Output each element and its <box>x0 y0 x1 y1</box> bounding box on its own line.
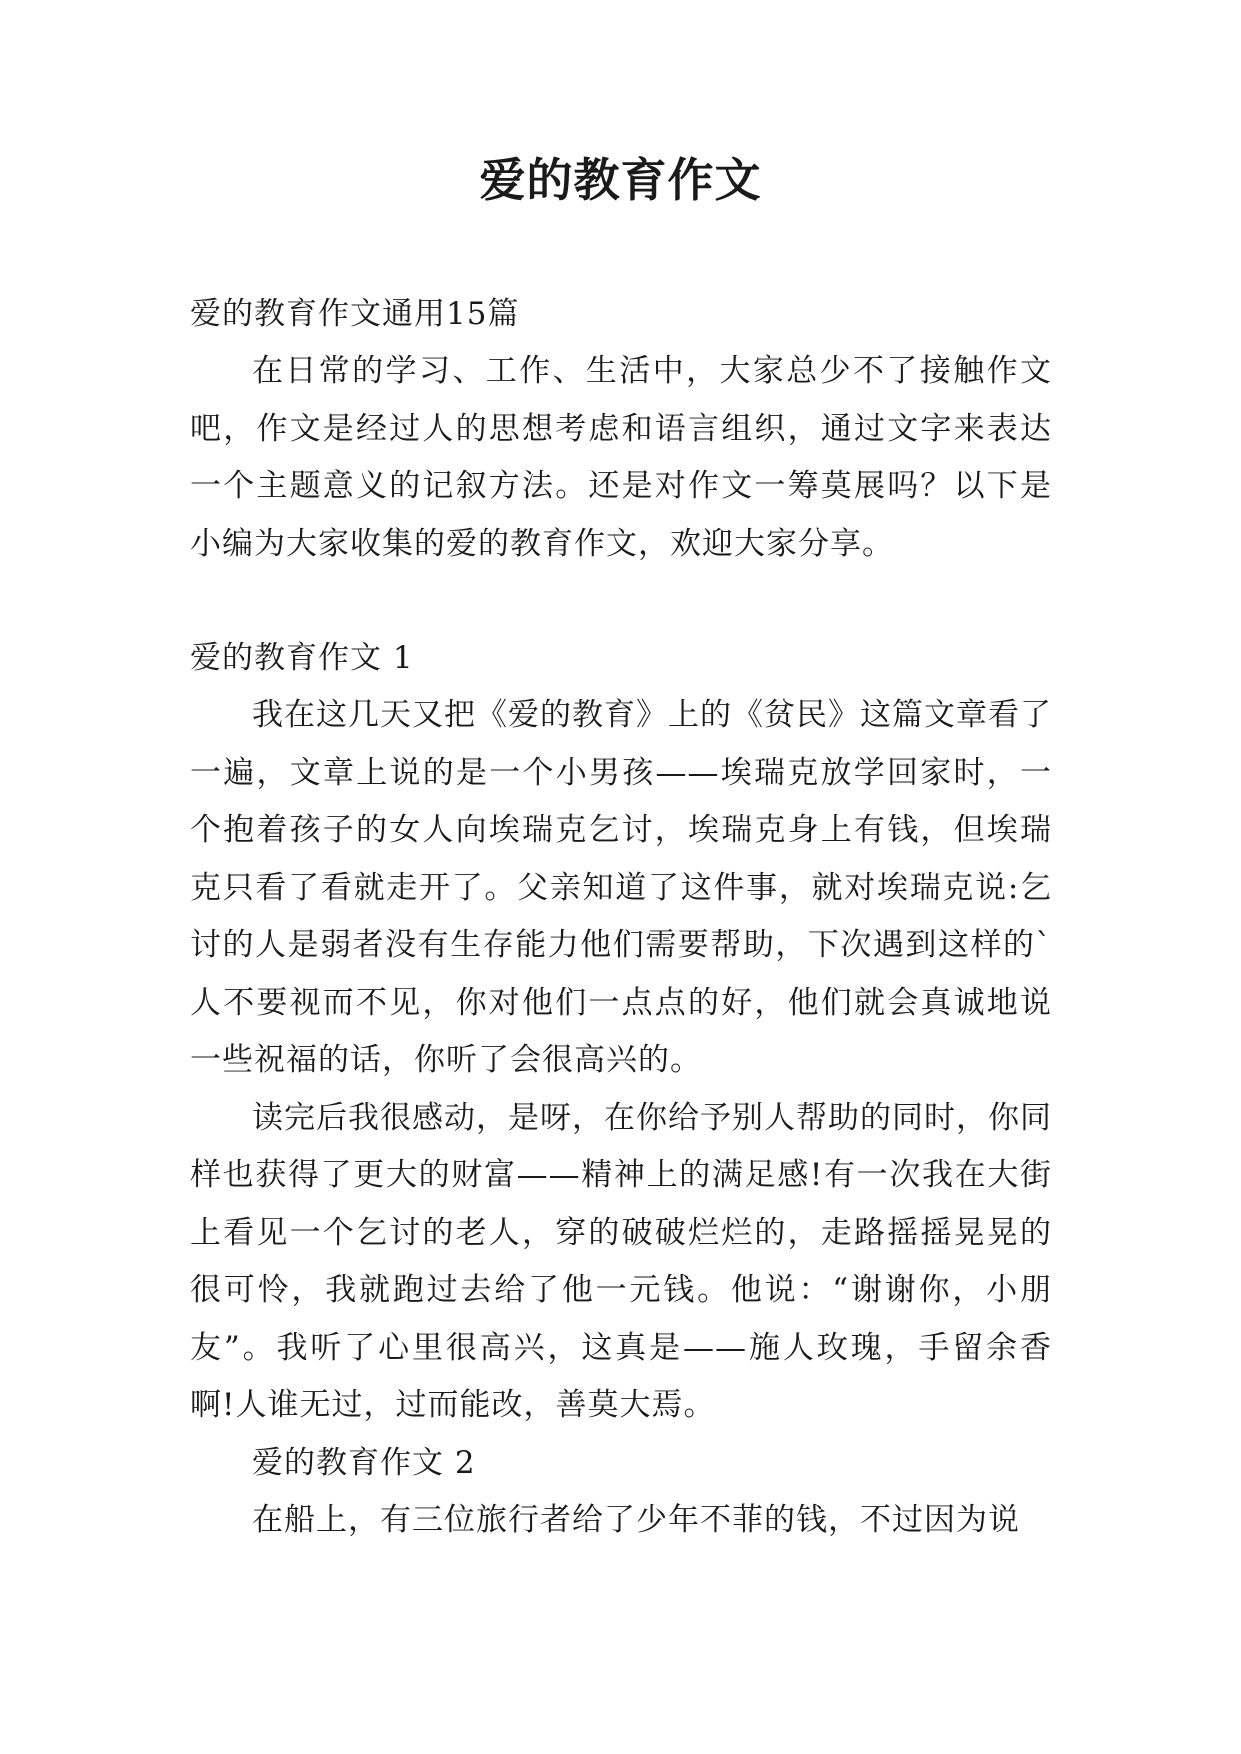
document-body <box>190 286 1052 1549</box>
document-subtitle: 爱的教育作文通用15篇 <box>190 296 520 332</box>
section-1-paragraph-2: 读完后我很感动，是呀，在你给予别人帮助的同时，你同样也获得了更大的财富——精神上的满足感!有一次我在大街上看见一个乞讨的老人，穿的破破烂烂的，走路摇摇晃晃的很可怜，我就跑过去给了他一元钱。他说：“谢谢你，小朋友”。我听了心里很高兴，这真是——施人玫瑰，手留余香啊!人谁无过，过而能改，善莫大焉。 <box>190 1099 1052 1423</box>
section-1-paragraph-1: 我在这几天又把《爱的教育》上的《贫民》这篇文章看了一遍，文章上说的是一个小男孩——埃瑞克放学回家时，一个抱着孩子的女人向埃瑞克乞讨，埃瑞克身上有钱，但埃瑞克只看了看就走开了。父亲知道了这件事，就对埃瑞克说:乞讨的人是弱者没有生存能力他们需要帮助，下次遇到这样的`人不要视而不见，你对他们一点点的好，他们就会真诚地说一些祝福的话，你听了会很高兴的。 <box>190 697 1052 1078</box>
section-2-paragraph-1: 在船上，有三位旅行者给了少年不菲的钱，不过因为说 <box>252 1501 1020 1538</box>
intro-paragraph: 在日常的学习、工作、生活中，大家总少不了接触作文吧，作文是经过人的思想考虑和语言组织，通过文字来表达一个主题意义的记叙方法。还是对作文一筹莫展吗？以下是小编为大家收集的爱的教育作文，欢迎大家分享。 <box>190 353 1052 562</box>
section-heading-2: 爱的教育作文 2 <box>252 1444 476 1481</box>
document-title: 爱的教育作文 <box>479 153 762 207</box>
section-spacer <box>190 573 1052 630</box>
section-heading-1: 爱的教育作文 1 <box>190 640 414 676</box>
